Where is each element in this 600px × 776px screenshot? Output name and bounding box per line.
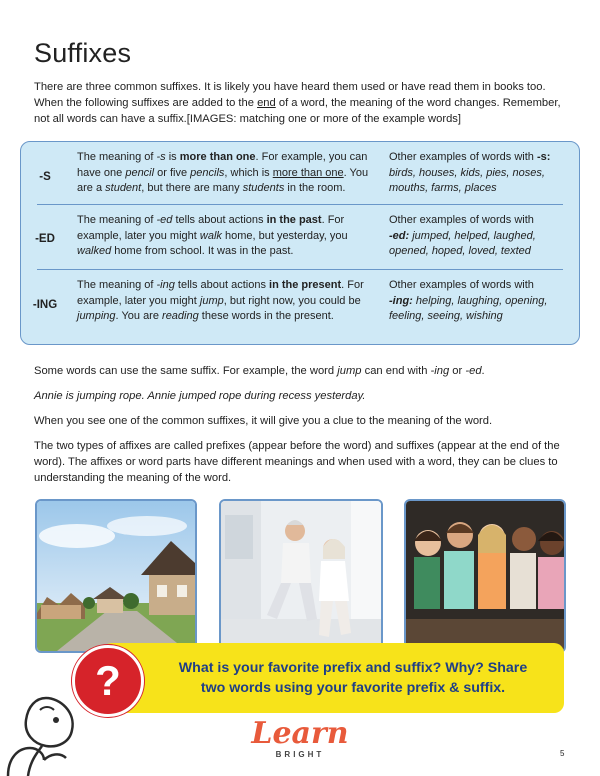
suffix-meaning: The meaning of -ing tells about actions in the present. For example, later you might jump, but right now, you could be jumping. You are reading these words in the present. xyxy=(77,279,364,322)
table-row xyxy=(21,278,579,336)
body-paragraph-4: The two types of affixes are called prefixes (appear before the word) and suffixes (appear at the end of the word). The affixes or word parts have different meanings and when used with a word, they can be clues to understanding the meaning of the word. xyxy=(34,440,560,484)
intro-paragraph xyxy=(34,79,570,127)
suffix-examples: Other examples of words with -s: birds, houses, kids, pies, noses, mouths, farms, places xyxy=(389,151,551,194)
suffix-meaning: The meaning of -s is more than one. For example, you can have one pencil or five pencils, which is more than one. You are a student, but there are many students in the room. xyxy=(77,151,369,194)
suffix-meaning: The meaning of -ed tells about actions in the past. For example, later you might walk home, but yesterday, you walked home from school. It was in the past. xyxy=(77,214,348,257)
suffix-label: -ING xyxy=(32,299,58,311)
table-row xyxy=(21,213,579,269)
suffix-table xyxy=(20,141,580,345)
photo-kids xyxy=(404,499,566,653)
question-mark-icon: ? xyxy=(72,645,144,717)
page-title: Suffixes xyxy=(34,38,132,68)
row-divider xyxy=(37,269,563,270)
kids-illustration xyxy=(406,501,564,651)
intro-line-2b: of a word, the meaning of the word changes. Remember, xyxy=(275,97,561,109)
callout-text: What is your favorite prefix and suffix? Why? Share two words using your favorite prefix & suffix. xyxy=(178,660,528,696)
page-number: 5 xyxy=(560,749,565,758)
example-sentence: Annie is jumping rope. Annie jumped rope during recess yesterday. xyxy=(34,390,366,402)
intro-line-2a: When the following suffixes are added to the xyxy=(34,97,258,109)
logo-word: Learn xyxy=(251,716,349,751)
suffix-label: -S xyxy=(39,171,51,183)
body-paragraph-1: Some words can use the same suffix. For example, the word jump can end with -ing or -ed. xyxy=(34,365,485,377)
thinking-character-icon xyxy=(0,688,92,776)
houses-illustration xyxy=(37,501,195,651)
photo-couple-jumping xyxy=(219,499,383,653)
logo-subtitle: BRIGHT xyxy=(275,750,325,759)
suffix-label: -ED xyxy=(35,233,55,245)
learn-bright-logo xyxy=(248,718,352,759)
intro-line-1: There are three common suffixes. It is likely you have heard them used or have read them in books too. xyxy=(34,81,546,93)
couple-illustration xyxy=(221,501,381,651)
row-divider xyxy=(37,204,563,205)
suffix-examples: Other examples of words with -ing: helping, laughing, opening, feeling, seeing, wishing xyxy=(389,279,548,322)
body-paragraph-3: When you see one of the common suffixes, it will give you a clue to the meaning of the word. xyxy=(34,415,493,427)
discussion-callout xyxy=(102,643,564,713)
photo-houses xyxy=(35,499,197,653)
suffix-examples: Other examples of words with -ed: jumped, helped, laughed, opened, hoped, loved, texted xyxy=(389,214,536,257)
table-row xyxy=(21,150,579,208)
intro-line-3: not all words can have a suffix.[IMAGES: matching one or more of the example words] xyxy=(34,113,461,125)
intro-underlined-end: end xyxy=(257,97,276,109)
